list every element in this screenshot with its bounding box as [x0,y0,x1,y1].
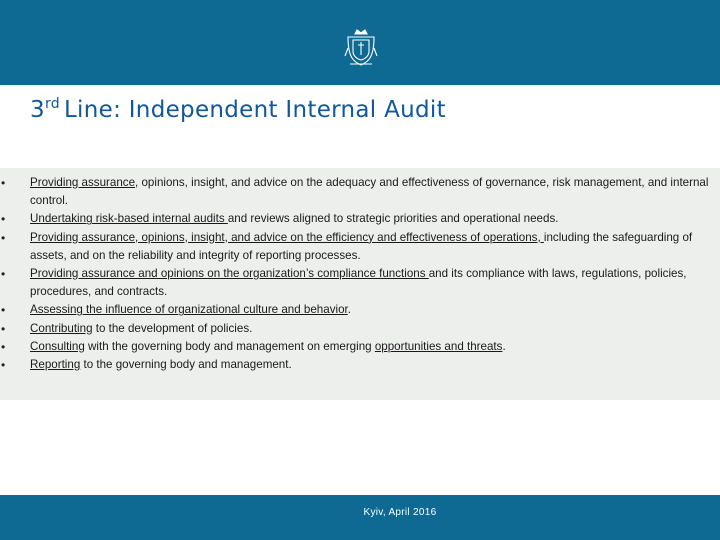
bullet-list [0,174,720,374]
list-item: • Assessing the influence of organizational culture and behavior. [0,301,720,319]
header-bar [0,0,720,85]
footer-bar [0,495,720,540]
list-item: • Providing assurance and opinions on the organization’s compliance functions and its compliance with laws, regulations, policies, procedures, and contracts. [1,267,687,299]
bullet-icon: • [1,267,6,282]
bullet-icon: • [1,321,6,336]
netherlands-coat-of-arms-icon [344,28,378,68]
slide-title: 3rd Line: Independent Internal Audit [30,96,446,123]
list-item: • Providing assurance, opinions, insight, and advice on the adequacy and effectiveness of governance, risk management, and internal control. [1,176,709,208]
bullet-icon: • [1,339,6,354]
list-item: • Undertaking risk-based internal audits and reviews aligned to strategic priorities and operational needs. [0,210,720,228]
content-panel [0,168,720,400]
list-item: • Contributing to the development of policies. [0,320,720,338]
bullet-icon: • [1,212,6,227]
list-item: • Reporting to the governing body and management. [0,356,720,374]
list-item: • Consulting with the governing body and management on emerging opportunities and threats. [0,338,720,356]
bullet-icon: • [1,230,6,245]
footer-text: Kyiv, April 2016 [363,507,437,518]
bullet-icon: • [1,176,6,190]
list-item: • Providing assurance, opinions, insight, and advice on the efficiency and effectiveness of operations, including the safeguarding of assets, and on the reliability and integrity of reporting processes. [1,230,693,262]
bullet-icon: • [1,358,6,373]
bullet-icon: • [1,303,6,318]
